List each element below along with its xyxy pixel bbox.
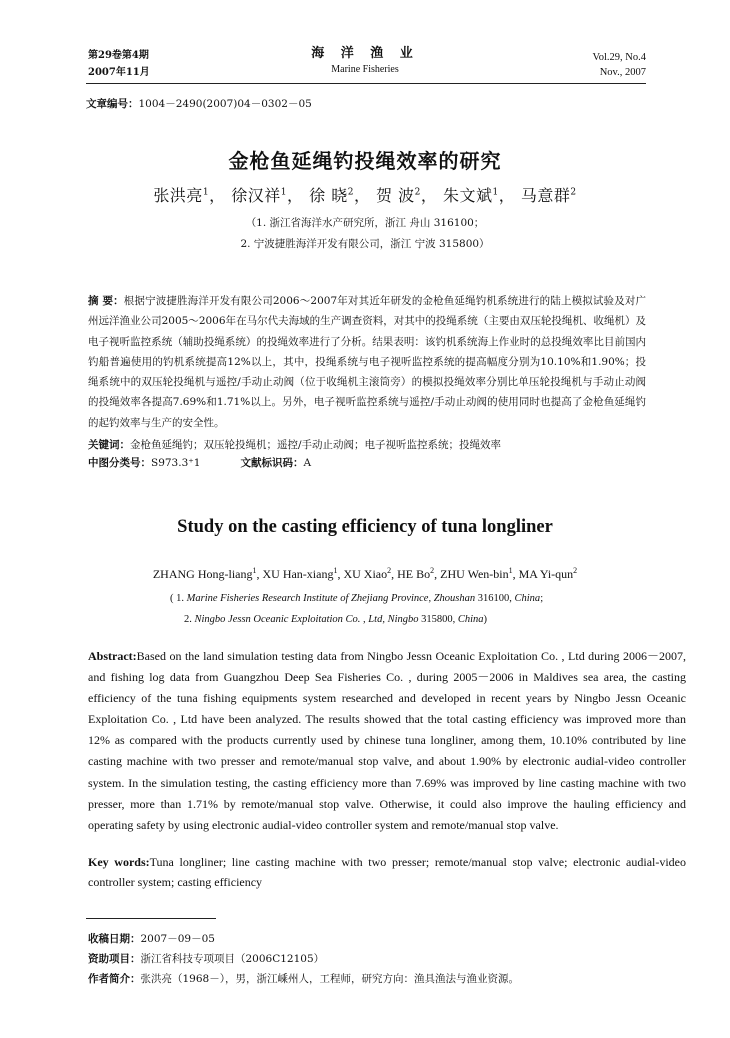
volume-cn: 第29卷第4期 xyxy=(88,50,149,61)
abstract-en xyxy=(88,646,686,836)
abstract-cn xyxy=(88,291,646,433)
title-cn: 金枪鱼延绳钓投绳效率的研究 xyxy=(228,149,502,173)
affiliations-cn xyxy=(0,213,730,255)
title-en: Study on the casting efficiency of tuna longliner xyxy=(177,517,553,537)
footnote-funding: 资助项目：浙江省科技专项项目（2006C12105） xyxy=(88,953,325,965)
date-cn: 2007年11月 xyxy=(88,67,150,78)
footnote-received: 收稿日期：2007－09－05 xyxy=(88,933,215,945)
author-en: ZHANG Hong-liang$^1$, xyxy=(152,566,263,581)
author-en: ZHU Wen-bin$^1$, xyxy=(440,566,519,581)
abstract-cn-label: 摘 要： xyxy=(88,295,124,307)
journal-name-en: Marine Fisheries xyxy=(331,64,399,75)
abstract-en-label: Abstract: xyxy=(88,649,137,663)
affiliation-cn: 2. 宁波捷胜海洋开发有限公司，浙江 宁波 315800） xyxy=(240,238,490,250)
author-en: HE Bo$^2$, xyxy=(397,566,441,581)
volume-en: Vol.29, No.4 xyxy=(592,52,646,63)
header-rule xyxy=(86,83,646,84)
author-cn: 马意群$^2$ xyxy=(520,186,577,205)
keywords-cn xyxy=(88,436,648,454)
keywords-cn-label: 关键词： xyxy=(88,439,130,451)
classification xyxy=(88,454,648,472)
affiliations-en xyxy=(170,588,690,630)
clc-label: 中图分类号： xyxy=(88,457,151,469)
authors-en xyxy=(0,566,730,582)
footnote-rule xyxy=(86,918,216,919)
affiliation-cn: （1. 浙江省海洋水产研究所，浙江 舟山 316100； xyxy=(245,217,485,229)
keywords-en xyxy=(88,852,686,892)
author-cn: 徐汉祥$^1$， xyxy=(231,186,304,205)
article-number xyxy=(86,96,312,111)
journal-issue-en xyxy=(593,50,646,80)
keywords-en-label: Key words: xyxy=(88,855,150,869)
author-cn: 贺 波$^2$， xyxy=(376,186,438,205)
author-cn: 张洪亮$^1$， xyxy=(153,186,226,205)
footnotes xyxy=(88,929,648,989)
author-cn: 朱文斌$^1$， xyxy=(442,186,516,205)
affiliation-en: ( 1. Marine Fisheries Research Institute of Zhejiang Province, Zhoushan 316100, China; xyxy=(170,593,544,604)
keywords-en-text: Tuna longliner; line casting machine with two presser; remote/manual stop valve; electronic audial-video controller system; casting efficiency xyxy=(88,855,687,889)
keywords-cn-text: 金枪鱼延绳钓；双压轮投绳机；遥控/手动止动阀；电子视听监控系统；投绳效率 xyxy=(130,439,502,451)
abstract-cn-text: 根据宁波捷胜海洋开发有限公司2006～2007年对其近年研发的金枪鱼延绳钓机系统进行的陆上模拟试验及对广州远洋渔业公司2005～2006年在马尔代夫海域的生产调查资料，对其中的投绳系统（主要由双压轮投绳机、收绳机）及电子视听监控系统（辅助投绳系统）的投绳效率进行了分析。结果表明：该钓机系统海上作业时的总投绳效率比目前国内钓船普遍使用的钓机系统提高12%以上，其中，投绳系统与电子视听监控系统的提高幅度分别为10.10%和1.90%；投绳系统中的双压轮投绳机与遥控/手动止动阀（位于收绳机主滚筒旁）的模拟投绳效率分别比单压轮投绳机与手动止动阀的投绳效率各提高7.69%和1.71%以上。另外，电子视听监控系统与遥控/手动止动阀的使用同时也提高了金枪鱼延绳钓的起钓效率与生产的安全性。 xyxy=(88,295,646,429)
author-en: MA Yi-qun$^2$ xyxy=(518,566,578,581)
article-number-label: 文章编号： xyxy=(86,98,139,110)
doc-code-label: 文献标识码： xyxy=(240,457,304,469)
author-en: XU Han-xiang$^1$, xyxy=(262,566,344,581)
abstract-en-text: Based on the land simulation testing data from Ningbo Jessn Oceanic Exploitation Co. , Ltd during 2006－2007, and fishing log data from Guangzhou Deep Sea Fisheries Co. , during 2005－2006 in Maldives sea area, the casting efficiency of the tuna fishing equipments system researched and developed in recent years by Ningbo Jessn Oceanic Exploitation Co. , Ltd have been analyzed. The results showed that the total casting efficiency was improved more than 12% as compared with the products currently used by chinese tuna longliner, among them, 10.10% contributed by line casting machine with two presser and remote/manual stop valve, and about 1.90% by electronic audial-video controller system. In the simulation testing, the casting efficiency more than 7.69% was improved by line casting machine with two presser, more than 1.71% by remote/manual stop valve. Otherwise, it could also improve the hauling efficiency and operating safety by using electronic audial-video controller system and remote/manual stop valve. xyxy=(88,649,686,832)
article-number-value: 1004－2490(2007)04－0302－05 xyxy=(138,98,312,110)
authors-cn xyxy=(0,183,730,206)
doc-code-value: A xyxy=(303,457,312,469)
clc-value: S973.3⁺1 xyxy=(151,457,201,469)
affiliation-en: 2. Ningbo Jessn Oceanic Exploitation Co. , Ltd, Ningbo 315800, China) xyxy=(184,614,488,625)
date-en: Nov., 2007 xyxy=(599,67,646,78)
author-en: XU Xiao$^2$, xyxy=(343,566,398,581)
footnote-author-bio: 作者简介：张洪亮（1968－），男，浙江嵊州人，工程师，研究方向：渔具渔法与渔业资源。 xyxy=(88,973,519,985)
author-cn: 徐 晓$^2$， xyxy=(309,186,371,205)
journal-name-cn: 海 洋 渔 业 xyxy=(311,46,419,61)
